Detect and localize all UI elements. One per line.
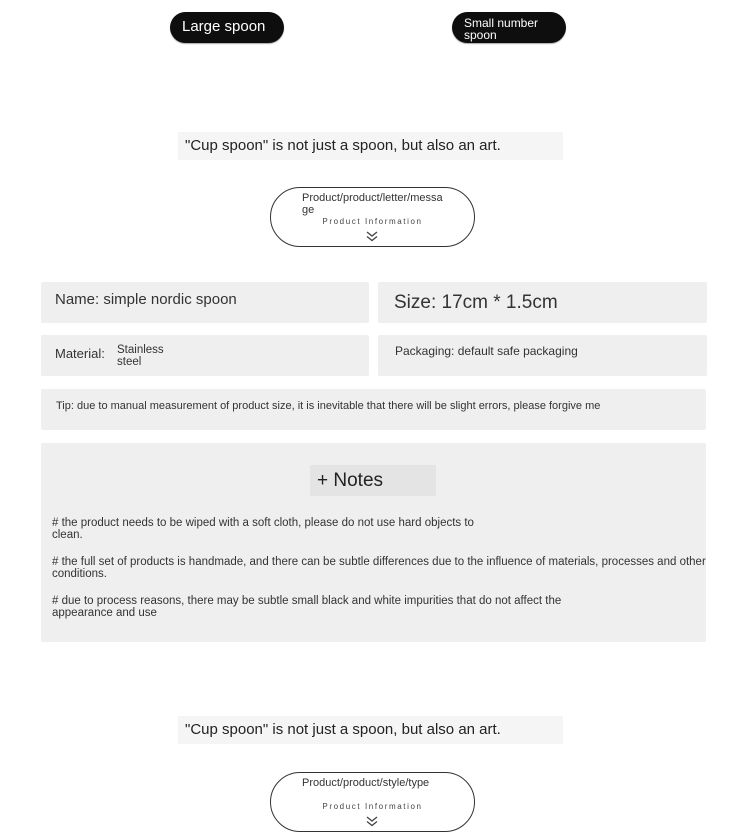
- product-name: Name: simple nordic spoon: [55, 291, 237, 308]
- tip-card: [41, 389, 706, 430]
- material-card: [41, 335, 369, 376]
- packaging-card: [378, 335, 707, 376]
- material-value: Stainless steel: [117, 344, 164, 368]
- note-item: # due to process reasons, there may be subtle small black and white impurities that do not affect the appearance and use: [52, 595, 562, 619]
- slogan-bottom: [178, 716, 563, 744]
- badge-top-title: Product/product/letter/message: [302, 192, 443, 216]
- small-spoon-tag: [452, 12, 566, 43]
- product-size: Size: 17cm * 1.5cm: [394, 292, 558, 313]
- notes-title: [310, 465, 436, 496]
- product-info-badge-bottom: [270, 772, 475, 832]
- packaging-text: Packaging: default safe packaging: [395, 344, 578, 358]
- large-spoon-tag: [170, 12, 284, 43]
- notes-title-text: + Notes: [317, 470, 384, 491]
- name-card: [41, 282, 369, 323]
- small-spoon-label: Small number spoon: [464, 16, 539, 42]
- badge-bottom-title: Product/product/style/type: [302, 777, 430, 789]
- large-spoon-label: Large spoon: [182, 18, 266, 35]
- double-chevron-down-icon: [365, 816, 379, 827]
- badge-bottom-subtitle: Product Information: [322, 802, 423, 811]
- note-item: # the full set of products is handmade, and there can be subtle differences due to the influence of materials, processes and other conditions.: [52, 556, 706, 580]
- size-card: [378, 282, 707, 323]
- material-label: Material:: [55, 346, 105, 361]
- note-item: # the product needs to be wiped with a soft cloth, please do not use hard objects to clean.: [52, 517, 474, 541]
- slogan-top: [178, 132, 563, 160]
- double-chevron-down-icon: [365, 231, 379, 242]
- slogan-bottom-text: "Cup spoon" is not just a spoon, but also an art.: [185, 721, 501, 738]
- product-info-badge-top: [270, 187, 475, 247]
- tip-text: Tip: due to manual measurement of product size, it is inevitable that there will be slight errors, please forgive me: [56, 400, 601, 412]
- badge-top-subtitle: Product Information: [322, 217, 423, 226]
- slogan-top-text: "Cup spoon" is not just a spoon, but also an art.: [185, 137, 501, 154]
